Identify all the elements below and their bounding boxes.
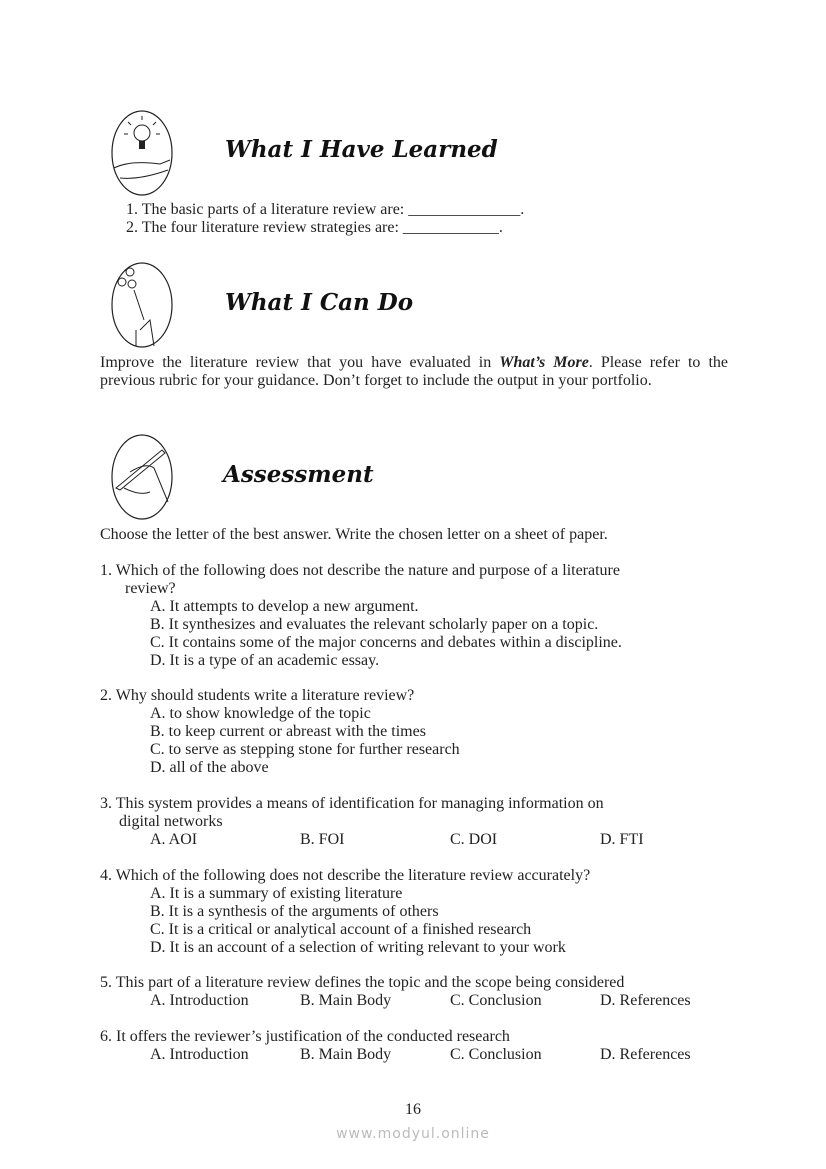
q2-option-d: D. all of the above xyxy=(150,759,269,776)
q5-option-a: A. Introduction xyxy=(150,992,249,1009)
wrench-hand-icon xyxy=(110,260,174,350)
q5-option-c: C. Conclusion xyxy=(450,992,542,1009)
watermark: www.modyul.online xyxy=(336,1126,490,1142)
lightbulb-hand-icon xyxy=(110,108,174,198)
q4-option-b: B. It is a synthesis of the arguments of others xyxy=(150,903,439,920)
q1-option-c: C. It contains some of the major concerns and debates within a discipline. xyxy=(150,634,622,651)
q6-option-d: D. References xyxy=(600,1046,691,1063)
q5-option-b: B. Main Body xyxy=(300,992,392,1009)
q1-option-b: B. It synthesizes and evaluates the relevant scholarly paper on a topic. xyxy=(150,616,599,633)
section-title-assessment: Assessment xyxy=(223,461,374,488)
section-title-learned: What I Have Learned xyxy=(225,136,498,163)
question-3-cont: digital networks xyxy=(119,813,223,830)
question-1: 1. Which of the following does not describe the nature and purpose of a literature xyxy=(100,562,620,579)
q3-option-a: A. AOI xyxy=(150,831,198,848)
q3-option-c: C. DOI xyxy=(450,831,498,848)
q1-option-d: D. It is a type of an academic essay. xyxy=(150,652,380,669)
q3-option-b: B. FOI xyxy=(300,831,345,848)
cando-text: Improve the literature review that you have evaluated in xyxy=(100,354,500,371)
question-5: 5. This part of a literature review defines the topic and the scope being considered xyxy=(100,974,625,991)
page-number: 16 xyxy=(405,1101,421,1118)
section-title-cando: What I Can Do xyxy=(225,289,414,316)
q2-option-b: B. to keep current or abreast with the times xyxy=(150,723,426,740)
pencil-hand-icon xyxy=(110,432,174,522)
learned-item-2: 2. The four literature review strategies are: ____________. xyxy=(126,219,503,236)
q4-option-d: D. It is an account of a selection of writing relevant to your work xyxy=(150,939,566,956)
q3-option-d: D. FTI xyxy=(600,831,644,848)
q1-option-a: A. It attempts to develop a new argument. xyxy=(150,598,419,615)
cando-paragraph xyxy=(100,354,728,390)
learned-item-1: 1. The basic parts of a literature review are: ______________. xyxy=(126,201,525,218)
question-4: 4. Which of the following does not describe the literature review accurately? xyxy=(100,867,591,884)
question-1-cont: review? xyxy=(125,580,176,597)
question-3: 3. This system provides a means of identification for managing information on xyxy=(100,795,604,812)
assessment-instructions: Choose the letter of the best answer. Write the chosen letter on a sheet of paper. xyxy=(100,526,608,543)
q4-option-a: A. It is a summary of existing literature xyxy=(150,885,403,902)
q4-option-c: C. It is a critical or analytical account of a finished research xyxy=(150,921,532,938)
question-2: 2. Why should students write a literature review? xyxy=(100,687,415,704)
q6-option-a: A. Introduction xyxy=(150,1046,249,1063)
q5-option-d: D. References xyxy=(600,992,691,1009)
q6-option-c: C. Conclusion xyxy=(450,1046,542,1063)
q2-option-a: A. to show knowledge of the topic xyxy=(150,705,371,722)
whats-more-ref: What’s More xyxy=(499,354,589,371)
q2-option-c: C. to serve as stepping stone for further research xyxy=(150,741,460,758)
cando-text-rest: . Please refer to the previous rubric for your guidance. Don’t forget to include the output in your portfolio. xyxy=(100,354,728,389)
question-6: 6. It offers the reviewer’s justification of the conducted research xyxy=(100,1028,510,1045)
q6-option-b: B. Main Body xyxy=(300,1046,392,1063)
